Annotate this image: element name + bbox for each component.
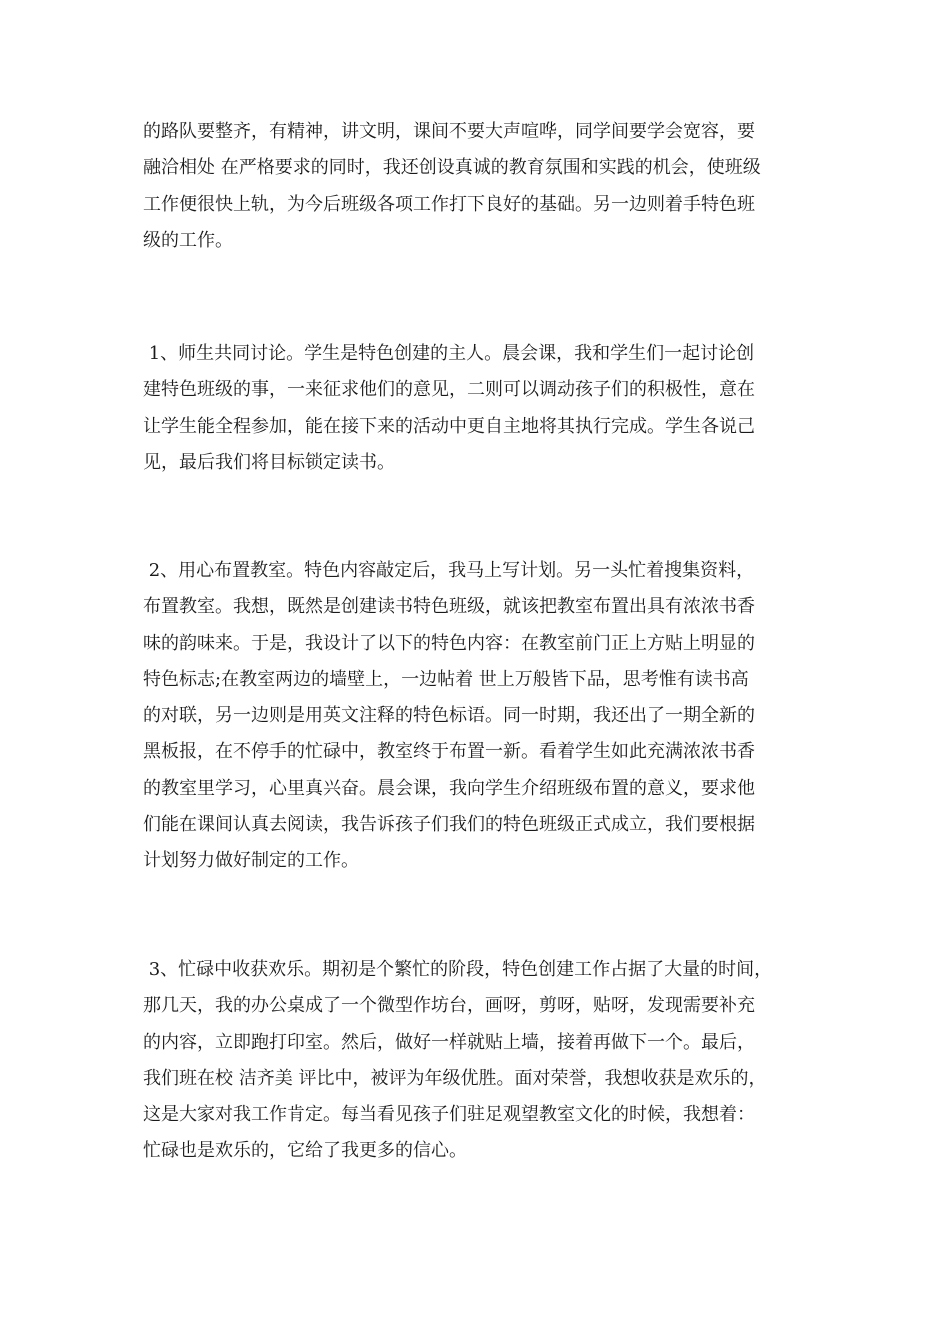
text-line: 1、师生共同讨论。学生是特色创建的主人。晨会课，我和学生们一起讨论创 xyxy=(143,343,755,364)
text-line: 融洽相处 在严格要求的同时，我还创设真诚的教育氛围和实践的机会，使班级 xyxy=(143,157,761,179)
text-line: 们能在课间认真去阅读，我告诉孩子们我们的特色班级正式成立，我们要根据 xyxy=(143,814,755,836)
text-line: 让学生能全程参加，能在接下来的活动中更自主地将其执行完成。学生各说己 xyxy=(143,415,755,437)
text-line: 的教室里学习，心里真兴奋。晨会课，我向学生介绍班级布置的意义，要求他 xyxy=(143,777,755,799)
text-line: 味的韵味来。于是，我设计了以下的特色内容：在教室前门正上方贴上明显的 xyxy=(143,632,755,654)
text-line: 这是大家对我工作肯定。每当看见孩子们驻足观望教室文化的时候，我想着： xyxy=(143,1104,755,1126)
paragraph-item-1 xyxy=(143,336,813,481)
text-line: 黑板报，在不停手的忙碌中，教室终于布置一新。看着学生如此充满浓浓书香 xyxy=(143,741,755,763)
text-line: 那几天，我的办公桌成了一个微型作坊台，画呀，剪呀，贴呀，发现需要补充 xyxy=(143,995,755,1017)
text-line: 我们班在校 洁齐美 评比中，被评为年级优胜。面对荣誉，我想收获是欢乐的， xyxy=(143,1067,767,1089)
text-line: 计划努力做好制定的工作。 xyxy=(143,850,359,872)
text-line: 工作便很快上轨，为今后班级各项工作打下良好的基础。另一边则着手特色班 xyxy=(143,193,755,215)
paragraph-intro-continued xyxy=(143,114,813,259)
text-line: 布置教室。我想，既然是创建读书特色班级，就该把教室布置出具有浓浓书香 xyxy=(143,596,755,618)
text-line: 忙碌也是欢乐的，它给了我更多的信心。 xyxy=(143,1140,467,1162)
text-line: 2、用心布置教室。特色内容敲定后，我马上写计划。另一头忙着搜集资料， xyxy=(143,560,755,581)
text-line: 的路队要整齐，有精神，讲文明，课间不要大声喧哗，同学间要学会宽容，要 xyxy=(143,121,755,142)
paragraph-item-2 xyxy=(143,553,813,880)
text-line: 特色标志;在教室两边的墙壁上，一边帖着 世上万般皆下品，思考惟有读书高 xyxy=(143,668,749,690)
text-line: 3、忙碌中收获欢乐。期初是个繁忙的阶段，特色创建工作占据了大量的时间， xyxy=(143,959,773,980)
text-line: 见，最后我们将目标锁定读书。 xyxy=(143,451,395,473)
text-line: 级的工作。 xyxy=(143,229,233,251)
text-line: 建特色班级的事，一来征求他们的意见，二则可以调动孩子们的积极性，意在 xyxy=(143,379,755,401)
text-line: 的内容，立即跑打印室。然后，做好一样就贴上墙，接着再做下一个。最后， xyxy=(143,1031,755,1053)
text-line: 的对联，另一边则是用英文注释的特色标语。同一时期，我还出了一期全新的 xyxy=(143,705,755,727)
paragraph-item-3 xyxy=(143,952,813,1170)
